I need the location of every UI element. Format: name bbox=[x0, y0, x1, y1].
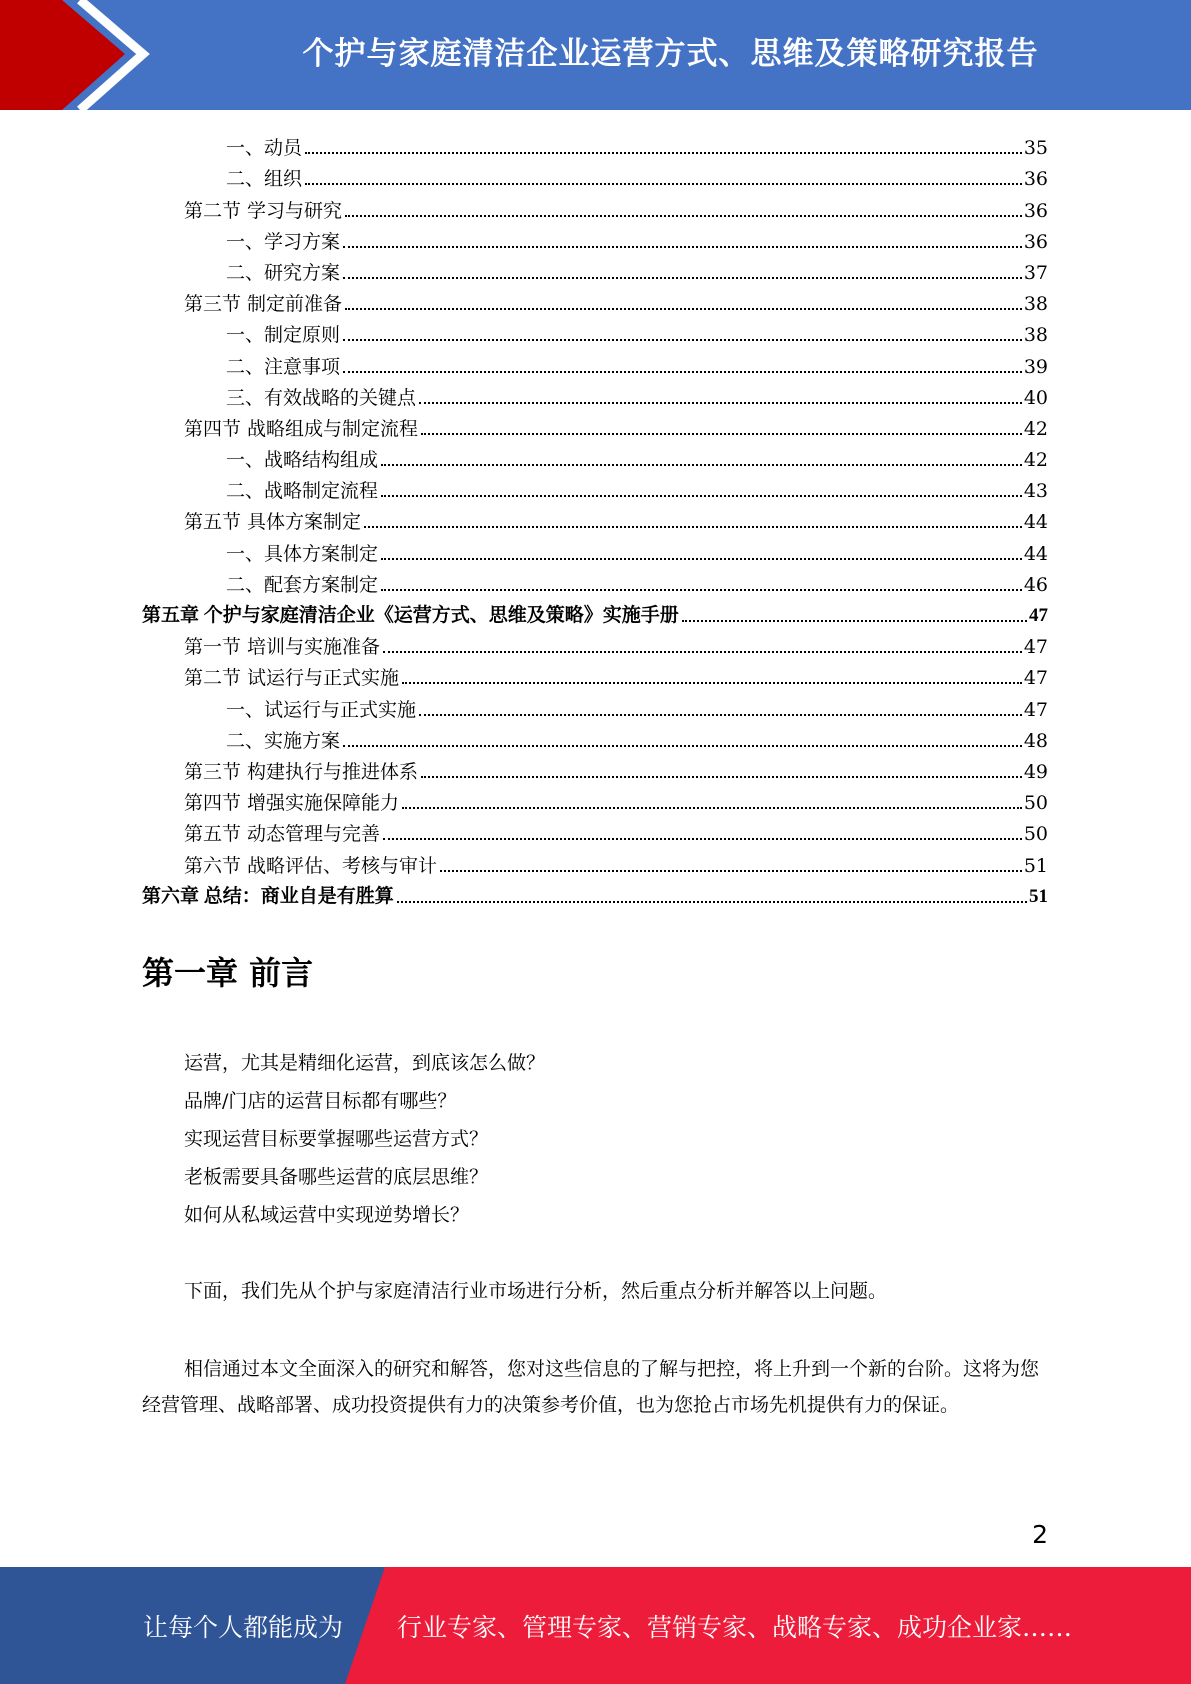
toc-subsection-entry[interactable] bbox=[142, 378, 1048, 409]
toc-section-entry[interactable] bbox=[142, 409, 1048, 440]
toc-dot-leader bbox=[419, 714, 1022, 716]
toc-entry-title: 二、研究方案 bbox=[226, 261, 341, 284]
chapter-title: 第一章 前言 bbox=[142, 954, 314, 992]
toc-subsection-entry[interactable] bbox=[142, 253, 1048, 284]
toc-entry-title: 第五节 具体方案制定 bbox=[184, 511, 362, 534]
question-item: 如何从私域运营中实现逆势增长？ bbox=[184, 1204, 470, 1226]
toc-dot-leader bbox=[345, 308, 1022, 310]
toc-page-number: 40 bbox=[1023, 386, 1048, 409]
toc-subsection-entry[interactable] bbox=[142, 346, 1048, 377]
footer-slogan-left: 让每个人都能成为 bbox=[143, 1612, 344, 1642]
toc-page-number: 47 bbox=[1023, 698, 1048, 721]
toc-entry-title: 二、注意事项 bbox=[226, 355, 341, 378]
table-of-contents bbox=[142, 128, 1048, 908]
toc-entry-title: 一、动员 bbox=[226, 137, 303, 160]
toc-entry-title: 第一节 培训与实施准备 bbox=[184, 636, 381, 659]
toc-dot-leader bbox=[343, 277, 1022, 279]
header-arrow-decoration bbox=[0, 0, 160, 110]
toc-chapter-entry[interactable] bbox=[142, 596, 1048, 627]
toc-page-number: 38 bbox=[1023, 293, 1048, 316]
toc-page-number: 42 bbox=[1023, 417, 1048, 440]
toc-section-entry[interactable] bbox=[142, 502, 1048, 533]
toc-page-number: 48 bbox=[1023, 729, 1048, 752]
toc-entry-title: 一、制定原则 bbox=[226, 324, 341, 347]
page-footer bbox=[0, 1567, 1191, 1684]
toc-dot-leader bbox=[402, 682, 1022, 684]
toc-subsection-entry[interactable] bbox=[142, 471, 1048, 502]
question-item: 品牌/门店的运营目标都有哪些？ bbox=[184, 1090, 457, 1112]
toc-page-number: 44 bbox=[1023, 511, 1048, 534]
toc-dot-leader bbox=[305, 183, 1022, 185]
toc-entry-title: 第三节 构建执行与推进体系 bbox=[184, 760, 419, 783]
toc-section-entry[interactable] bbox=[142, 814, 1048, 845]
toc-subsection-entry[interactable] bbox=[142, 440, 1048, 471]
toc-dot-leader bbox=[345, 215, 1022, 217]
toc-subsection-entry[interactable] bbox=[142, 222, 1048, 253]
header-red-arrow bbox=[0, 0, 125, 110]
question-item: 运营，尤其是精细化运营，到底该怎么做？ bbox=[184, 1052, 546, 1074]
toc-page-number: 36 bbox=[1023, 230, 1048, 253]
toc-entry-title: 第四节 战略组成与制定流程 bbox=[184, 417, 419, 440]
toc-dot-leader bbox=[381, 589, 1022, 591]
page-header bbox=[0, 0, 1191, 110]
toc-dot-leader bbox=[381, 558, 1022, 560]
toc-entry-title: 第六章 总结：商业自是有胜算 bbox=[142, 885, 394, 907]
toc-subsection-entry[interactable] bbox=[142, 533, 1048, 564]
toc-dot-leader bbox=[419, 402, 1022, 404]
toc-page-number: 43 bbox=[1023, 480, 1048, 503]
toc-section-entry[interactable] bbox=[142, 752, 1048, 783]
toc-page-number: 39 bbox=[1023, 355, 1048, 378]
header-title: 个护与家庭清洁企业运营方式、思维及策略研究报告 bbox=[302, 35, 1039, 72]
toc-entry-title: 第四节 增强实施保障能力 bbox=[184, 792, 400, 815]
toc-entry-title: 第六节 战略评估、考核与审计 bbox=[184, 854, 438, 877]
toc-subsection-entry[interactable] bbox=[142, 128, 1048, 159]
toc-entry-title: 第三节 制定前准备 bbox=[184, 293, 343, 316]
toc-page-number: 50 bbox=[1023, 823, 1048, 846]
toc-dot-leader bbox=[440, 870, 1022, 872]
toc-entry-title: 一、试运行与正式实施 bbox=[226, 698, 417, 721]
summary-paragraph: 相信通过本文全面深入的研究和解答，您对这些信息的了解与把控，将上升到一个新的台阶。这将为您经营管理、战略部署、成功投资提供有力的决策参考价值，也为您抢占市场先机提供有力的保证。 bbox=[142, 1358, 1040, 1416]
toc-subsection-entry[interactable] bbox=[142, 689, 1048, 720]
page-number: 2 bbox=[1032, 1520, 1048, 1549]
toc-dot-leader bbox=[364, 526, 1022, 528]
toc-section-entry[interactable] bbox=[142, 627, 1048, 658]
toc-entry-title: 一、学习方案 bbox=[226, 230, 341, 253]
intro-paragraph: 下面，我们先从个护与家庭清洁行业市场进行分析，然后重点分析并解答以上问题。 bbox=[184, 1280, 888, 1302]
toc-dot-leader bbox=[343, 745, 1022, 747]
toc-subsection-entry[interactable] bbox=[142, 315, 1048, 346]
toc-page-number: 44 bbox=[1023, 542, 1048, 565]
toc-page-number: 50 bbox=[1023, 792, 1048, 815]
toc-subsection-entry[interactable] bbox=[142, 721, 1048, 752]
toc-entry-title: 二、配套方案制定 bbox=[226, 573, 379, 596]
toc-page-number: 51 bbox=[1023, 854, 1048, 877]
toc-dot-leader bbox=[421, 433, 1022, 435]
toc-page-number: 42 bbox=[1023, 449, 1048, 472]
toc-page-number: 47 bbox=[1029, 605, 1048, 626]
toc-dot-leader bbox=[397, 901, 1027, 903]
toc-dot-leader bbox=[381, 464, 1022, 466]
toc-dot-leader bbox=[682, 620, 1027, 622]
toc-page-number: 36 bbox=[1023, 199, 1048, 222]
toc-section-entry[interactable] bbox=[142, 783, 1048, 814]
toc-chapter-entry[interactable] bbox=[142, 877, 1048, 908]
toc-page-number: 47 bbox=[1023, 667, 1048, 690]
toc-dot-leader bbox=[383, 838, 1022, 840]
toc-entry-title: 第二节 试运行与正式实施 bbox=[184, 667, 400, 690]
toc-section-entry[interactable] bbox=[142, 658, 1048, 689]
toc-entry-title: 一、具体方案制定 bbox=[226, 542, 379, 565]
toc-entry-title: 第五章 个护与家庭清洁企业《运营方式、思维及策略》实施手册 bbox=[142, 605, 679, 626]
toc-subsection-entry[interactable] bbox=[142, 565, 1048, 596]
toc-page-number: 49 bbox=[1023, 760, 1048, 783]
toc-dot-leader bbox=[421, 776, 1022, 778]
toc-dot-leader bbox=[383, 651, 1022, 653]
toc-dot-leader bbox=[343, 339, 1022, 341]
toc-entry-title: 二、组织 bbox=[226, 168, 303, 191]
toc-page-number: 46 bbox=[1023, 573, 1048, 596]
question-list bbox=[184, 1048, 545, 1238]
toc-page-number: 36 bbox=[1023, 168, 1048, 191]
toc-entry-title: 第五节 动态管理与完善 bbox=[184, 823, 381, 846]
toc-section-entry[interactable] bbox=[142, 284, 1048, 315]
toc-entry-title: 二、战略制定流程 bbox=[226, 480, 379, 503]
toc-dot-leader bbox=[343, 371, 1022, 373]
toc-dot-leader bbox=[402, 807, 1022, 809]
question-item: 实现运营目标要掌握哪些运营方式？ bbox=[184, 1128, 489, 1150]
toc-page-number: 47 bbox=[1023, 636, 1048, 659]
toc-entry-title: 三、有效战略的关键点 bbox=[226, 386, 417, 409]
toc-page-number: 35 bbox=[1023, 137, 1048, 160]
toc-dot-leader bbox=[343, 246, 1022, 248]
toc-section-entry[interactable] bbox=[142, 845, 1048, 876]
footer-slogan-right: 行业专家、管理专家、营销专家、战略专家、成功企业家…… bbox=[397, 1612, 1073, 1642]
toc-dot-leader bbox=[305, 152, 1022, 154]
question-item: 老板需要具备哪些运营的底层思维？ bbox=[184, 1166, 489, 1188]
toc-subsection-entry[interactable] bbox=[142, 159, 1048, 190]
toc-dot-leader bbox=[381, 495, 1022, 497]
toc-entry-title: 一、战略结构组成 bbox=[226, 449, 379, 472]
toc-section-entry[interactable] bbox=[142, 190, 1048, 221]
toc-page-number: 51 bbox=[1029, 885, 1048, 907]
toc-entry-title: 第二节 学习与研究 bbox=[184, 199, 343, 222]
toc-page-number: 37 bbox=[1023, 261, 1048, 284]
toc-entry-title: 二、实施方案 bbox=[226, 729, 341, 752]
toc-page-number: 38 bbox=[1023, 324, 1048, 347]
